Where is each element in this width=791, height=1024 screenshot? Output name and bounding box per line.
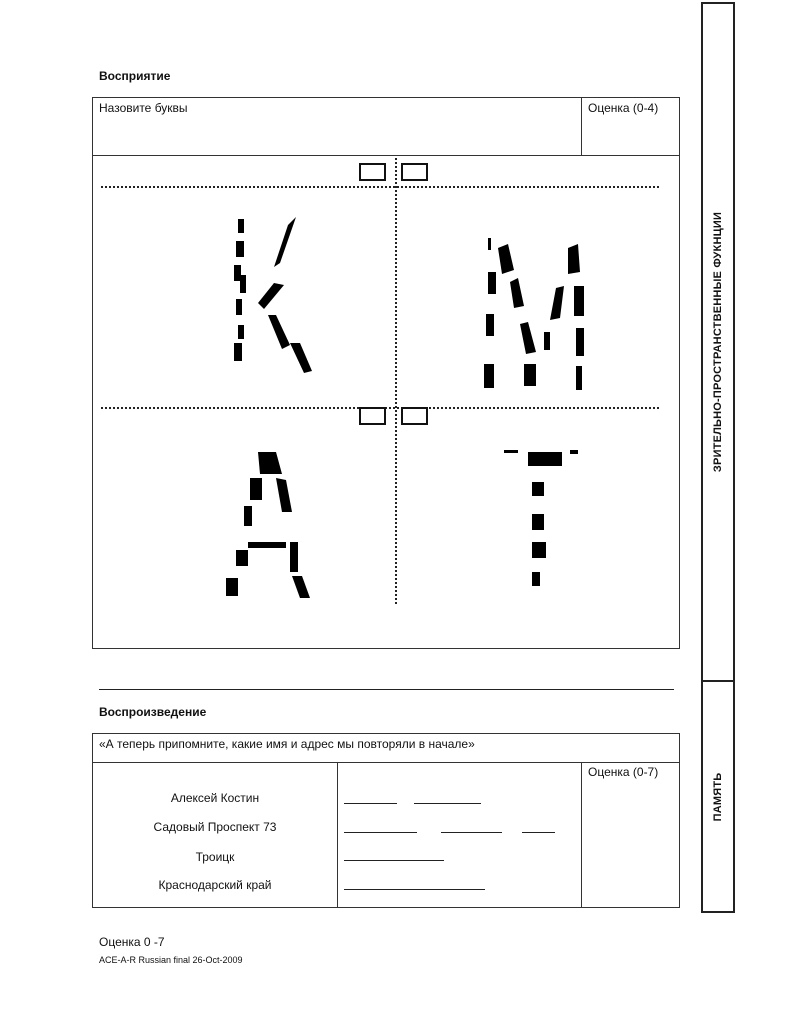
recall-instruction: «А теперь припомните, какие имя и адрес мы повторяли в начале» <box>99 737 475 751</box>
side-tab-memory-label: ПАМЯТЬ <box>712 772 724 821</box>
perception-header-divider <box>581 98 582 155</box>
recall-score-label: Оценка (0-7) <box>588 765 659 779</box>
recall-item-name: Алексей Костин <box>170 791 260 805</box>
perception-title: Восприятие <box>99 69 171 83</box>
footer-version: ACE-A-R Russian final 26-Oct-2009 <box>99 955 243 965</box>
answer-blank-street-1[interactable] <box>344 832 417 833</box>
perception-instruction: Назовите буквы <box>99 101 188 115</box>
answer-blank-city[interactable] <box>344 860 444 861</box>
side-tab-visuospatial <box>701 2 735 682</box>
fragmented-letter-m <box>478 232 603 397</box>
marker-box-mid-right <box>401 407 428 425</box>
marker-box-top-right <box>401 163 428 181</box>
answer-blank-street-3[interactable] <box>522 832 555 833</box>
fragmented-letter-k <box>220 215 320 375</box>
answer-blank-region[interactable] <box>344 889 485 890</box>
side-tab-memory <box>701 680 735 913</box>
recall-item-street: Садовый Проспект 73 <box>153 820 277 834</box>
side-tab-visuospatial-label: ЗРИТЕЛЬНО-ПРОСТРАНСТВЕННЫЕ ФУКНЦИИ <box>712 211 724 473</box>
fragmented-letter-a <box>220 450 320 605</box>
footer-score: Оценка 0 -7 <box>99 935 165 949</box>
marker-box-mid-left <box>359 407 386 425</box>
answer-blank-street-2[interactable] <box>441 832 502 833</box>
fragmented-letter-t <box>500 448 585 593</box>
recall-item-city: Троицк <box>195 850 235 864</box>
answer-blank-name-1[interactable] <box>344 803 397 804</box>
perception-score-label: Оценка (0-4) <box>588 101 659 115</box>
recall-title: Воспроизведение <box>99 705 207 719</box>
marker-box-top-left <box>359 163 386 181</box>
recall-column-divider-1 <box>337 762 338 907</box>
section-separator <box>99 689 674 690</box>
recall-header-divider <box>93 762 679 763</box>
recall-item-region: Краснодарский край <box>158 878 272 892</box>
recall-column-divider-2 <box>581 762 582 907</box>
vertical-dotted-divider <box>395 158 397 604</box>
upper-dotted-divider <box>101 186 659 188</box>
answer-blank-name-2[interactable] <box>414 803 481 804</box>
